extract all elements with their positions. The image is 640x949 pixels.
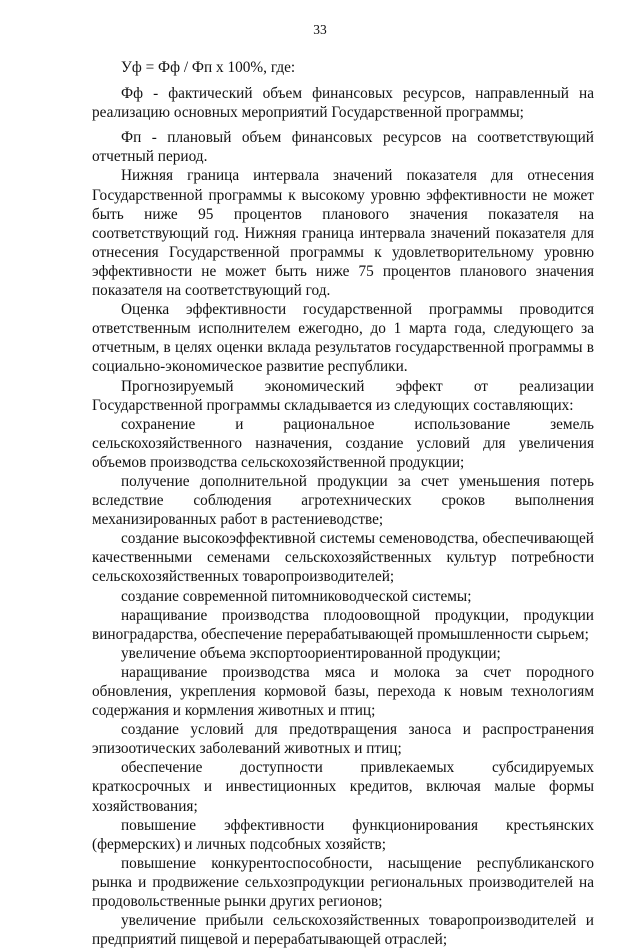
list-item: создание условий для предотвращения заноса и распространения эпизоотических заболеваний животных и птиц; (92, 721, 594, 758)
list-item: создание высокоэффективной системы семеноводства, обеспечивающей качественными семенами сельскохозяйственных культур потребности сельскохозяйственных товаропроизводителей; (92, 530, 594, 586)
paragraph-interval-bounds: Нижняя граница интервала значений показателя для отнесения Государственной программы к высокому уровню эффективности не может быть ниже 95 процентов планового значения показателя на соответствующий год. Нижняя граница интервала значений показателя для отнесения Государственной программы к удовлетворительному уровню эффективности не может быть ниже 75 процентов планового значения показателя на соответствующий год. (92, 167, 594, 300)
list-item: повышение конкурентоспособности, насыщение республиканского рынка и продвижение сельхозпродукции региональных производителей на продовольственные рынки других регионов; (92, 854, 594, 911)
document-body (92, 58, 594, 949)
list-item: получение дополнительной продукции за счет уменьшения потерь вследствие соблюдения агротехнических сроков выполнения механизированных работ в растениеводстве; (92, 472, 594, 529)
list-item: наращивание производства мяса и молока за счет породного обновления, укрепления кормовой базы, перехода к новым технологиям содержания и кормления животных и птиц; (92, 663, 594, 720)
page-number: 33 (313, 22, 327, 37)
list-item: повышение эффективности функционирования крестьянских (фермерских) и личных подсобных хозяйств; (92, 816, 594, 853)
list-item: создание современной питомниководческой системы; (121, 587, 472, 605)
efficiency-formula: Уф = Фф / Фп х 100%, где: (121, 59, 296, 76)
paragraph-economic-effect: Прогнозируемый экономический эффект от реализации Государственной программы складывается из следующих составляющих: (92, 377, 594, 414)
paragraph-assessment: Оценка эффективности государственной программы проводится ответственным исполнителем ежегодно, до 1 марта года, следующего за отчетным, в целях оценки вклада результатов государственной программы в социально-экономическое развитие республики. (92, 301, 594, 376)
list-item: сохранение и рациональное использование земель сельскохозяйственного назначения, создание условий для увеличения объемов производства сельскохозяйственной продукции; (92, 415, 594, 471)
definition-fp: Фп - плановый объем финансовых ресурсов на соответствующий отчетный период. (92, 129, 594, 166)
list-item: обеспечение доступности привлекаемых субсидируемых краткосрочных и инвестиционных кредитов, включая малые формы хозяйствования; (92, 759, 594, 815)
definition-ff: Фф - фактический объем финансовых ресурсов, направленный на реализацию основных мероприятий Государственной программы; (92, 85, 594, 122)
list-item: наращивание производства плодоовощной продукции, продукции виноградарства, обеспечение перерабатывающей промышленности сырьем; (92, 606, 594, 643)
list-item: увеличение объема экспортоориентированной продукции; (121, 644, 501, 662)
list-item: увеличение прибыли сельскохозяйственных товаропроизводителей и предприятий пищевой и перерабатывающей отраслей; (92, 912, 594, 949)
